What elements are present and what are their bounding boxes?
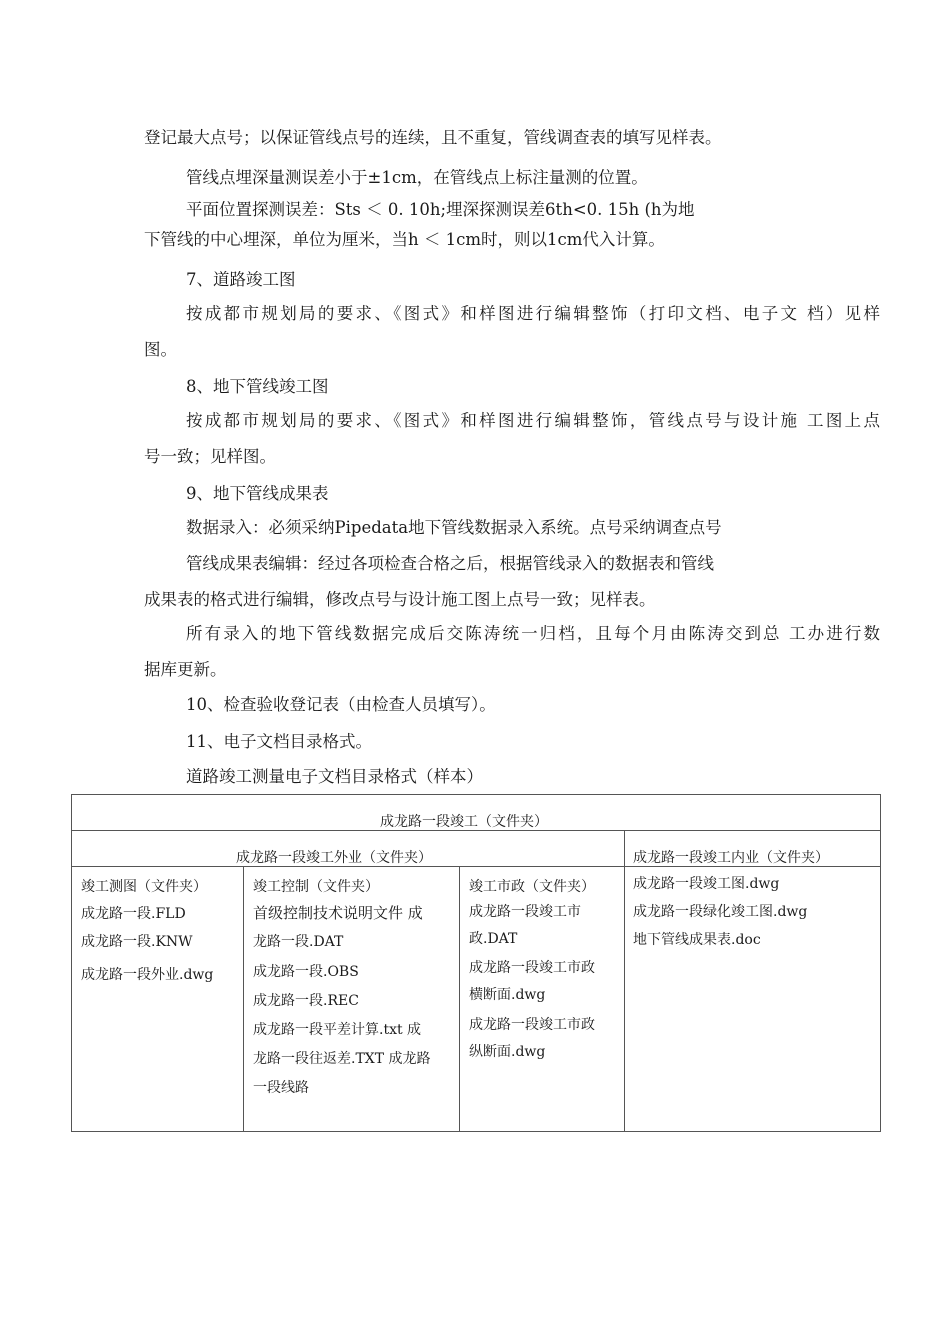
file-item: 龙路一段.DAT (253, 934, 344, 950)
outwork-folder-label: 成龙路一段竣工外业（文件夹） (236, 850, 432, 866)
file-item: 成龙路一段绿化竣工图.dwg (633, 904, 808, 920)
file-item: 成龙路一段竣工市政 (469, 960, 595, 976)
file-item: 首级控制技术说明文件 成 (253, 904, 423, 922)
paragraph-text: 据库更新。 (144, 660, 227, 679)
file-item: 成龙路一段.KNW (81, 934, 193, 950)
paragraph-text: 平面位置探测误差：Sts ＜ 0. 10h;埋深探测误差6th<0. 15h (h为地 (186, 200, 695, 219)
file-item: 成龙路一段竣工市政 (469, 1017, 595, 1033)
col3-header: 竣工市政（文件夹） (469, 879, 595, 895)
section-heading-8: 8、地下管线竣工图 (186, 377, 329, 396)
paragraph-text: 数据录入：必须采纳Pipedata地下管线数据录入系统。点号采纳调查点号 (186, 518, 722, 537)
paragraph-text: 图。 (144, 340, 177, 359)
file-item: 地下管线成果表.doc (633, 932, 761, 948)
root-folder-label: 成龙路一段竣工（文件夹） (380, 814, 548, 830)
table-rule (624, 830, 625, 1131)
file-item: 政.DAT (469, 931, 518, 947)
paragraph-text: 下管线的中心埋深，单位为厘米，当h ＜ 1cm时，则以1cm代入计算。 (144, 230, 665, 249)
col1-header: 竣工测图（文件夹） (81, 879, 207, 895)
col2-header: 竣工控制（文件夹） (253, 879, 379, 895)
file-item: 成龙路一段.OBS (253, 964, 359, 980)
table-caption: 道路竣工测量电子文档目录格式（样本） (186, 767, 483, 786)
paragraph-text: 管线点埋深量测误差小于±1cm，在管线点上标注量测的位置。 (186, 168, 648, 187)
file-item: 纵断面.dwg (469, 1044, 546, 1060)
table-rule (459, 866, 460, 1131)
paragraph-text: 号一致；见样图。 (144, 447, 276, 466)
file-item: 成龙路一段.FLD (81, 906, 186, 922)
file-item: 成龙路一段外业.dwg (81, 967, 214, 983)
file-item: 龙路一段往返差.TXT 成龙路 (253, 1051, 431, 1067)
file-item: 横断面.dwg (469, 987, 546, 1003)
paragraph-text: 成果表的格式进行编辑，修改点号与设计施工图上点号一致；见样表。 (144, 590, 656, 609)
paragraph-text: 管线成果表编辑：经过各项检查合格之后，根据管线录入的数据表和管线 (186, 554, 714, 573)
paragraph-text: 所有录入的地下管线数据完成后交陈涛统一归档，且每个月由陈涛交到总 工办进行数 (186, 624, 880, 643)
file-item: 成龙路一段竣工图.dwg (633, 876, 780, 892)
file-item: 成龙路一段平差计算.txt 成 (253, 1022, 422, 1038)
section-heading-9: 9、地下管线成果表 (186, 484, 329, 503)
paragraph-text: 登记最大点号；以保证管线点号的连续，且不重复，管线调查表的填写见样表。 (144, 128, 722, 147)
file-item: 一段线路 (253, 1080, 309, 1096)
file-item: 成龙路一段竣工市 (469, 904, 581, 920)
section-heading-7: 7、道路竣工图 (186, 270, 296, 289)
section-heading-11: 11、电子文档目录格式。 (186, 732, 372, 751)
file-item: 成龙路一段.REC (253, 993, 359, 1009)
inwork-folder-label: 成龙路一段竣工内业（文件夹） (633, 850, 829, 866)
table-rule (243, 866, 244, 1131)
paragraph-text: 按成都市规划局的要求、《图式》和样图进行编辑整饰，管线点号与设计施 工图上点 (186, 411, 880, 430)
paragraph-text: 按成都市规划局的要求、《图式》和样图进行编辑整饰（打印文档、电子文 档）见样 (186, 304, 880, 323)
section-heading-10: 10、检查验收登记表（由检查人员填写）。 (186, 695, 496, 714)
